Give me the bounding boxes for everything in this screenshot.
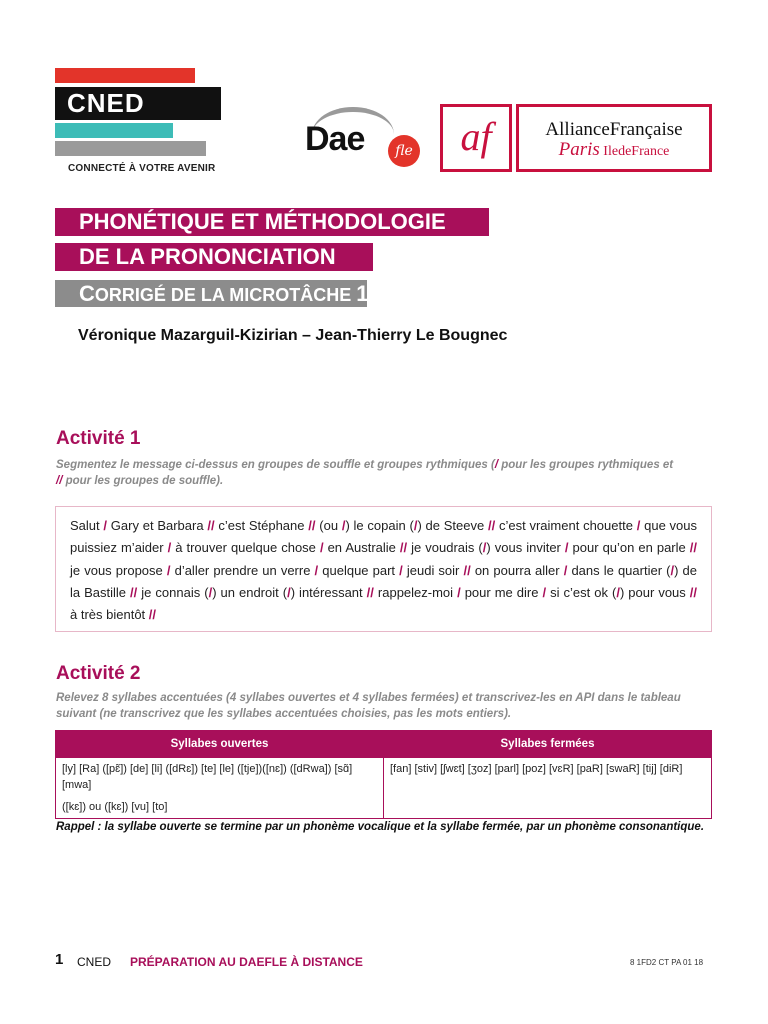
breath-group-separator: //: [689, 584, 698, 600]
document-title-line1: PHONÉTIQUE ET MÉTHODOLOGIE: [55, 208, 489, 236]
rhythm-group-separator: /: [670, 562, 675, 578]
cned-logo-red-bar: [55, 68, 195, 83]
message-segment: rappelez-moi: [373, 584, 458, 600]
message-segment: en Australie: [323, 540, 400, 556]
subtitle-text: ORRIGÉ DE LA MICROTÂCHE: [94, 285, 352, 305]
message-segment: dans le quartier (: [567, 562, 671, 578]
af-logo-region: IledeFrance: [603, 144, 670, 159]
af-logo-line2: [519, 139, 709, 161]
message-segment: c’est Stéphane: [214, 518, 309, 533]
message-segment: ) de Steeve: [417, 518, 488, 533]
activity2-instruction: Relevez 8 syllabes accentuées (4 syllabes ouvertes et 4 syllabes fermées) et transcrivez-les en API dans le tableau suivant (ne transcrivez que les syllabes accentuées choisies, pas les mots entiers).: [56, 692, 681, 720]
message-segment: ) de la Bastille: [70, 562, 697, 600]
breath-group-separator: //: [689, 540, 698, 556]
closed-syllables-cell: [fan] [stiv] [ʃwɛt] [ʒoz] [parl] [poz] [vɛR] [paR] [swaR] [tij] [diR]: [384, 758, 712, 819]
message-segment: à trouver quelque chose: [171, 540, 320, 556]
rhythm-group-separator: /: [563, 562, 568, 578]
activity1-instruction: [56, 457, 716, 489]
footer-code: 8 1FD2 CT PA 01 18: [630, 958, 704, 967]
af-logo-line1: AllianceFrançaise: [545, 119, 683, 140]
instr-part: pour les groupes de souffle).: [62, 475, 224, 487]
rhythm-group-separator: /: [208, 584, 213, 600]
rhythm-group-separator: /: [616, 584, 620, 600]
af-logo-name: [516, 104, 712, 172]
authors: Véronique Mazarguil-Kizirian – Jean-Thierry Le Bougnec: [78, 327, 508, 344]
message-segment: quelque part: [318, 562, 400, 578]
rhythm-group-separator: /: [482, 540, 487, 556]
breath-group-separator: //: [130, 584, 138, 600]
rhythm-group-separator: /: [314, 562, 319, 578]
message-segment: je voudrais (: [407, 540, 483, 556]
table-row: [56, 758, 712, 819]
message-segment: à très bientôt: [70, 607, 149, 623]
rhythm-group-separator: /: [457, 584, 461, 600]
rhythm-group-separator: /: [636, 518, 641, 533]
af-logo-paris: Paris: [558, 139, 600, 160]
message-segment: que vous puissiez m’aider: [70, 518, 698, 556]
open-syllables-cell: [56, 758, 384, 819]
rhythm-group-separator: /: [319, 540, 324, 556]
cned-logo-teal-bar: [55, 123, 173, 138]
daefle-logo: Dae: [305, 120, 365, 158]
rhythm-group-separator: /: [564, 540, 569, 556]
breath-group-separator: //: [366, 584, 374, 600]
table-header-row: [56, 731, 712, 758]
instr-sep: //: [56, 475, 63, 487]
instr-part: pour les groupes rythmiques et: [498, 459, 674, 471]
rhythm-group-separator: /: [542, 584, 547, 600]
message-segment: d’aller prendre un verre: [170, 562, 315, 578]
col-closed-header: Syllabes fermées: [384, 731, 712, 758]
message-segment: si c’est ok (: [546, 584, 617, 600]
document-subtitle: [55, 280, 367, 307]
breath-group-separator: //: [399, 540, 408, 556]
message-segment: Salut: [70, 518, 104, 533]
af-logo-mark: af: [440, 104, 512, 172]
message-segment: on pourra aller: [470, 562, 564, 578]
message-segment: ) intéressant: [290, 584, 367, 600]
message-segment: pour qu’on en parle: [568, 540, 690, 556]
syllables-table: [55, 730, 712, 819]
cned-logo: CNED: [55, 87, 221, 120]
breath-group-separator: //: [463, 562, 471, 578]
message-segment: pour me dire: [460, 584, 543, 600]
col-open-header: Syllabes ouvertes: [56, 731, 384, 758]
rappel-note: Rappel : la syllabe ouverte se termine par un phonème vocalique et la syllabe fermée, par un phonème consonantique.: [56, 821, 705, 833]
message-segment: je connais (: [137, 584, 209, 600]
subtitle-number: 1: [356, 281, 369, 306]
open-syllables-line1: [ly] [Ra] ([pɛ̃]) [de] [li] ([dRɛ]) [te] [le] ([tje])([nɛ]) ([dRwa]) [sɑ̃] [mwa]: [62, 763, 353, 791]
message-segment: jeudi soir: [402, 562, 464, 578]
message-segment: ) vous inviter: [486, 540, 565, 556]
rhythm-group-separator: /: [103, 518, 108, 533]
message-segment: Gary et Barbara: [107, 518, 208, 533]
rhythm-group-separator: /: [167, 540, 172, 556]
message-segment: ) un endroit (: [212, 584, 288, 600]
instr-sep: /: [494, 459, 499, 471]
breath-group-separator: //: [148, 607, 157, 623]
footer-title: PRÉPARATION AU DAEFLE À DISTANCE: [130, 955, 363, 969]
open-syllables-line2: ([kɛ]) ou ([kɛ]) [vu] [to]: [62, 801, 168, 813]
page-number: 1: [55, 951, 64, 968]
rhythm-group-separator: /: [341, 518, 346, 533]
daefle-logo-fle: fle: [388, 135, 420, 167]
rhythm-group-separator: /: [399, 562, 403, 578]
cned-logo-gray-bar: [55, 141, 206, 156]
message-segment: ) le copain (: [345, 518, 414, 533]
rhythm-group-separator: /: [413, 518, 418, 533]
message-segment: (ou: [315, 518, 342, 533]
document-title-line2: DE LA PRONONCIATION: [55, 243, 373, 271]
breath-group-separator: //: [308, 518, 316, 533]
rhythm-group-separator: /: [166, 562, 171, 578]
footer-org: CNED: [77, 955, 112, 969]
message-segment: je vous propose: [70, 562, 167, 578]
activity1-message-box: [55, 506, 712, 632]
subtitle-initial: C: [79, 281, 95, 306]
activity1-heading: Activité 1: [56, 428, 141, 449]
rhythm-group-separator: /: [287, 584, 291, 600]
breath-group-separator: //: [487, 518, 496, 533]
message-segment: c’est vraiment chouette: [495, 518, 637, 533]
instr-part: Segmentez le message ci-dessus en groupes de souffle et groupes rythmiques (: [56, 459, 495, 471]
breath-group-separator: //: [207, 518, 215, 533]
message-segment: ) pour vous: [619, 584, 690, 600]
activity2-heading: Activité 2: [56, 663, 141, 684]
cned-tagline: CONNECTÉ À VOTRE AVENIR: [68, 163, 216, 174]
